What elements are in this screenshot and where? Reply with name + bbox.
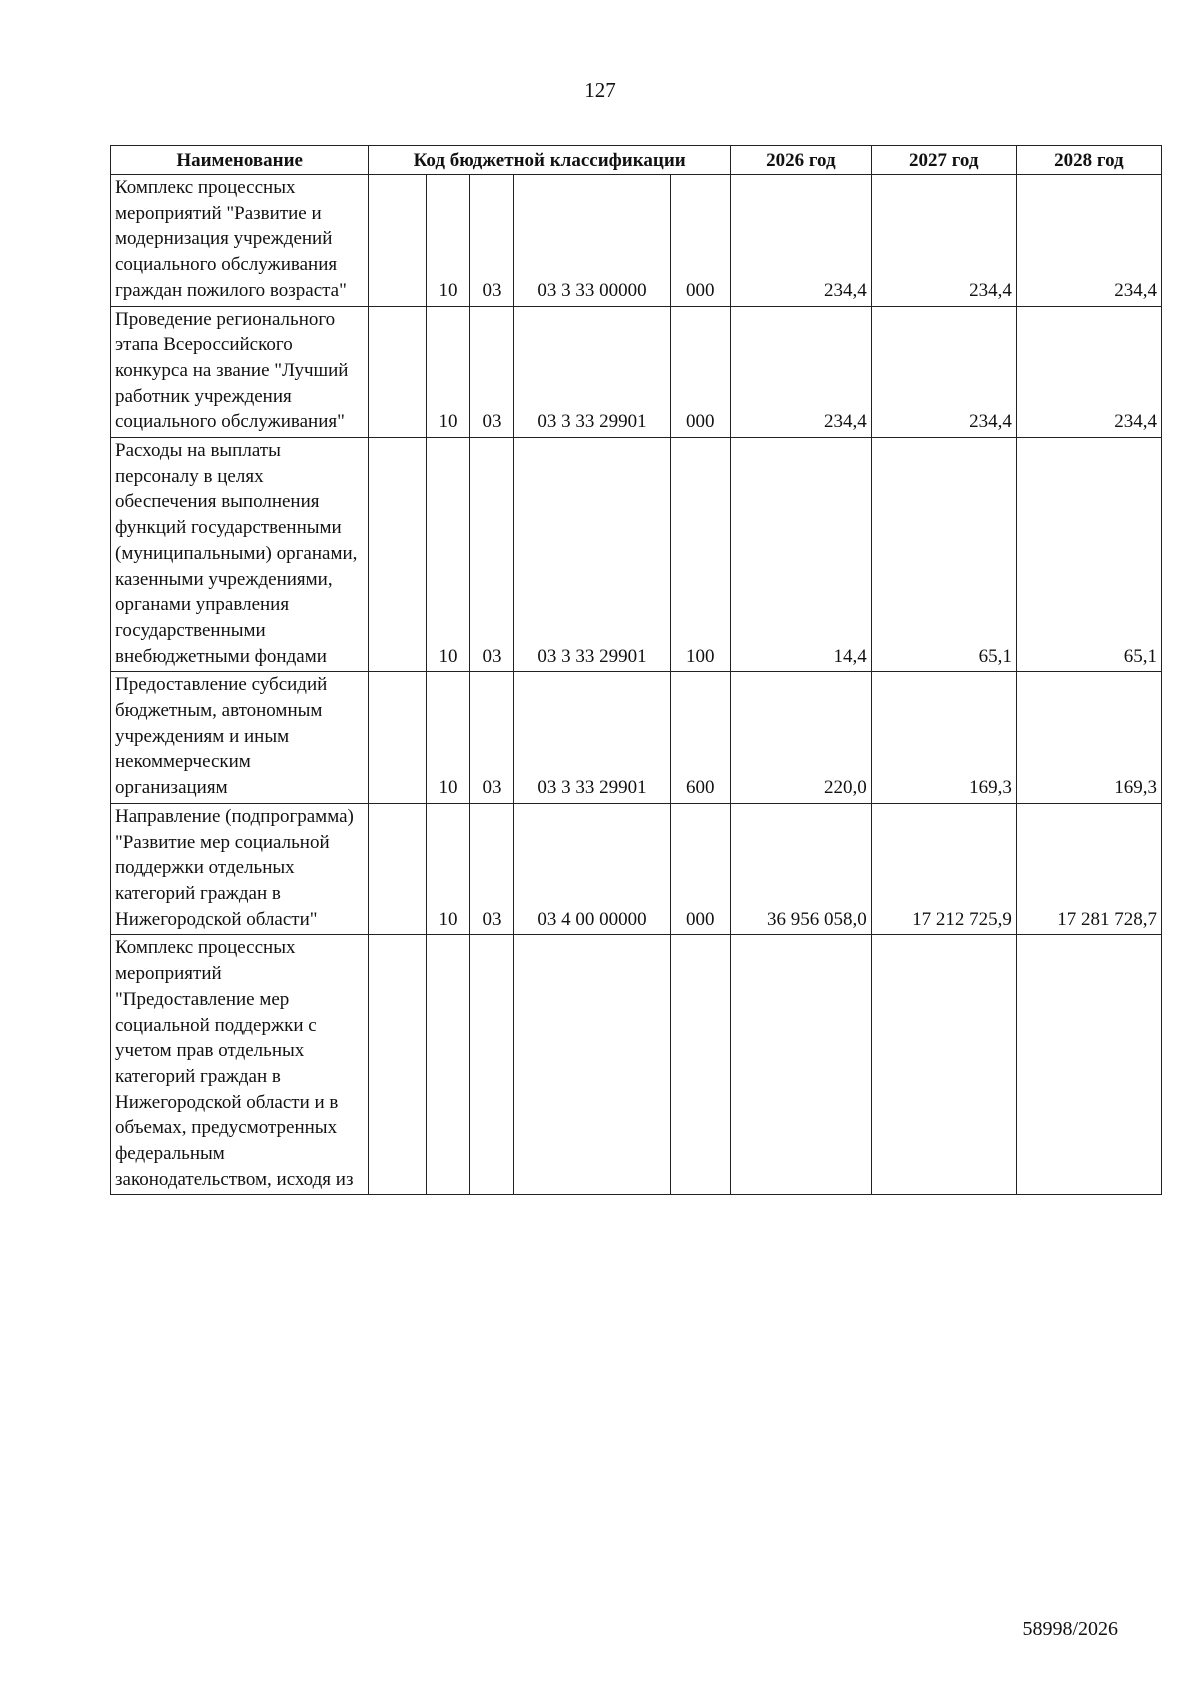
page-number: 127 bbox=[584, 78, 616, 102]
table-row bbox=[111, 175, 1162, 307]
value-2026: 36 956 058,0 bbox=[731, 803, 872, 935]
empty-cell bbox=[369, 175, 426, 307]
empty-cell bbox=[369, 306, 426, 438]
code-subsection: 03 bbox=[470, 672, 514, 804]
code-subsection: 03 bbox=[470, 306, 514, 438]
code-expense-type bbox=[670, 935, 730, 1195]
value-2027: 169,3 bbox=[871, 672, 1016, 804]
row-name: Комплекс процессных мероприятий "Предоставление мер социальной поддержки с учетом прав отдельных категорий граждан в Нижегородской области и в объемах, предусмотренных федеральным законодательством, исходя из bbox=[111, 935, 369, 1195]
value-2028: 65,1 bbox=[1016, 438, 1161, 672]
code-section: 10 bbox=[426, 175, 470, 307]
code-subsection: 03 bbox=[470, 803, 514, 935]
code-expense-type: 000 bbox=[670, 803, 730, 935]
value-2027: 234,4 bbox=[871, 175, 1016, 307]
code-section bbox=[426, 935, 470, 1195]
value-2028: 169,3 bbox=[1016, 672, 1161, 804]
empty-cell bbox=[369, 438, 426, 672]
code-expense-type: 600 bbox=[670, 672, 730, 804]
code-target: 03 4 00 00000 bbox=[514, 803, 670, 935]
header-row bbox=[111, 146, 1162, 175]
code-expense-type: 000 bbox=[670, 175, 730, 307]
header-name: Наименование bbox=[111, 146, 369, 175]
header-code: Код бюджетной классификации bbox=[369, 146, 731, 175]
empty-cell bbox=[369, 935, 426, 1195]
value-2026: 220,0 bbox=[731, 672, 872, 804]
row-name: Направление (подпрограмма) "Развитие мер социальной поддержки отдельных категорий граждан в Нижегородской области" bbox=[111, 803, 369, 935]
header-2028: 2028 год bbox=[1016, 146, 1161, 175]
value-2028: 234,4 bbox=[1016, 175, 1161, 307]
table-row bbox=[111, 803, 1162, 935]
value-2027: 65,1 bbox=[871, 438, 1016, 672]
value-2027: 234,4 bbox=[871, 306, 1016, 438]
code-target: 03 3 33 00000 bbox=[514, 175, 670, 307]
value-2027: 17 212 725,9 bbox=[871, 803, 1016, 935]
row-name: Предоставление субсидий бюджетным, автономным учреждениям и иным некоммерческим организациям bbox=[111, 672, 369, 804]
row-name: Проведение регионального этапа Всероссийского конкурса на звание "Лучший работник учреждения социального обслуживания" bbox=[111, 306, 369, 438]
row-name: Комплекс процессных мероприятий "Развитие и модернизация учреждений социального обслуживания граждан пожилого возраста" bbox=[111, 175, 369, 307]
code-section: 10 bbox=[426, 438, 470, 672]
header-2026: 2026 год bbox=[731, 146, 872, 175]
value-2027 bbox=[871, 935, 1016, 1195]
table-row bbox=[111, 672, 1162, 804]
value-2028 bbox=[1016, 935, 1161, 1195]
code-target: 03 3 33 29901 bbox=[514, 672, 670, 804]
code-subsection: 03 bbox=[470, 175, 514, 307]
empty-cell bbox=[369, 803, 426, 935]
table-row bbox=[111, 306, 1162, 438]
value-2026: 14,4 bbox=[731, 438, 872, 672]
code-section: 10 bbox=[426, 803, 470, 935]
code-expense-type: 000 bbox=[670, 306, 730, 438]
budget-table bbox=[110, 145, 1162, 1195]
value-2026: 234,4 bbox=[731, 306, 872, 438]
code-target: 03 3 33 29901 bbox=[514, 438, 670, 672]
value-2026 bbox=[731, 935, 872, 1195]
code-subsection bbox=[470, 935, 514, 1195]
row-name: Расходы на выплаты персоналу в целях обеспечения выполнения функций государственными (муниципальными) органами, казенными учреждениями, органами управления государственными внебюджетными фондами bbox=[111, 438, 369, 672]
value-2028: 234,4 bbox=[1016, 306, 1161, 438]
document-number: 58998/2026 bbox=[1022, 1618, 1118, 1640]
code-target: 03 3 33 29901 bbox=[514, 306, 670, 438]
code-section: 10 bbox=[426, 306, 470, 438]
header-2027: 2027 год bbox=[871, 146, 1016, 175]
table-row bbox=[111, 935, 1162, 1195]
empty-cell bbox=[369, 672, 426, 804]
code-target bbox=[514, 935, 670, 1195]
code-section: 10 bbox=[426, 672, 470, 804]
value-2028: 17 281 728,7 bbox=[1016, 803, 1161, 935]
code-expense-type: 100 bbox=[670, 438, 730, 672]
code-subsection: 03 bbox=[470, 438, 514, 672]
table-row bbox=[111, 438, 1162, 672]
value-2026: 234,4 bbox=[731, 175, 872, 307]
